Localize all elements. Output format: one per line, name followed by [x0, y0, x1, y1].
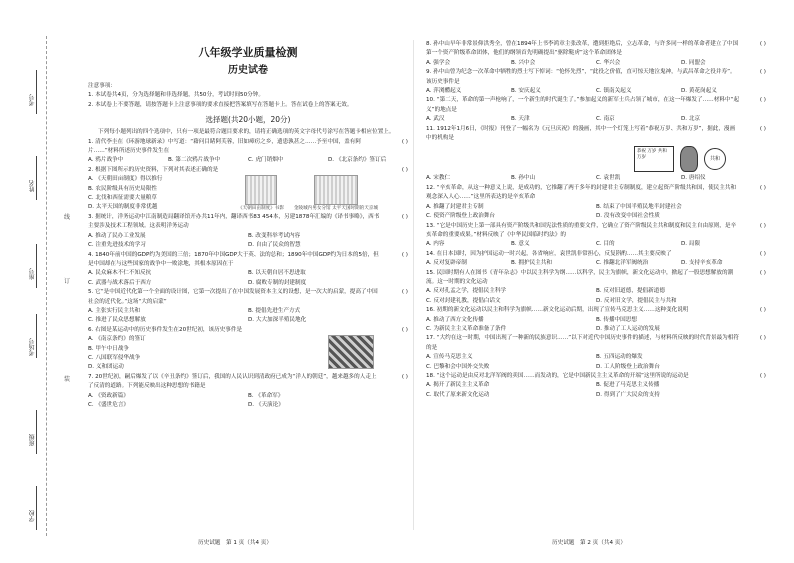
- option: B. 第二次鸦片战争中: [168, 157, 221, 164]
- option: A. 强学会: [426, 59, 451, 66]
- option: D. 反对旧文学，提倡民主与共和: [596, 297, 677, 304]
- option: A. 推动了西方文化传播: [426, 316, 484, 323]
- figure-tianjing: [290, 175, 382, 212]
- option: C. 北伐和西征需要大量粮草: [88, 195, 157, 202]
- question-stem: 10. “第二天，革命的第一声枪响了，一个新生的时代诞生了。”参加起义的新军士兵占领了城市，在这一年爆发了……材料中“起义”的地点是: [426, 97, 740, 113]
- option-list: [426, 381, 766, 400]
- answer-paren: ( ): [759, 250, 766, 257]
- option-column: [88, 175, 238, 213]
- question-stem: 4. 1840年前中国的GDP约为美国的三倍；1870年中国GDP大于英、法的总和；1890年中国GDP约为日本的5倍，但是中国却在与这些国家的战争中一败涂地，其根本原因在于: [88, 251, 379, 267]
- section-instruction: 下列每小题列出的四个选项中，只有一项是最符合题目要求的，请将正确选项的英文字母代号涂写在答题卡相应位置上。: [98, 129, 395, 136]
- option: D. 局限: [681, 241, 701, 248]
- option: D. 没有改变中国社会性质: [596, 213, 660, 220]
- margin-line: [36, 70, 37, 114]
- option-list: [426, 87, 766, 96]
- option: B. 意义: [511, 241, 530, 248]
- option: D. 支持辛亥革命: [681, 260, 723, 267]
- question-stem: 6. 右图是某运动中的历史事件发生在20世纪初，该历史事件是: [88, 326, 243, 333]
- page-footer-left: 历史试题 第 1 页（共4 页）: [198, 540, 272, 546]
- option: A. 武汉: [426, 116, 445, 123]
- option: D. 推动了工人运动的发展: [596, 325, 660, 332]
- option: D. 自由了民众的智慧: [248, 242, 301, 249]
- option-list: [426, 203, 766, 222]
- question-15: [426, 269, 766, 307]
- question-stem: 5. 它“是中国近代化第一个全面的设计图，它第一次提出了在中国发展资本主义的设想，是一次大的启蒙，提高了中国社会的近代化。”这场“大的启蒙”: [88, 289, 378, 305]
- option: C. 八国联军侵华战争: [88, 354, 141, 361]
- option-list: [88, 307, 408, 326]
- option: A. 揭开了新民主主义革命: [426, 382, 490, 389]
- option: C. 取代了原来新文化运动: [426, 391, 490, 398]
- question-stem: 16. 初期的新文化运动以民主和科学为旗帜……新文化运动后期，出现了宣传马克思主义……这种变化说明: [426, 307, 689, 314]
- option: C. 使资产阶级登上政治舞台: [426, 213, 495, 220]
- option: D. 得到了广大民众的支持: [596, 391, 660, 398]
- question-10: [426, 96, 766, 124]
- option: B. 甲午中日战争: [88, 345, 129, 352]
- option: D. 工人阶级登上政治舞台: [596, 363, 660, 370]
- option: D. 义和团运动: [88, 364, 124, 371]
- answer-paren: ( ): [401, 289, 408, 296]
- option: B. 五四运动的爆发: [596, 354, 643, 361]
- option: D. 《天演论》: [248, 402, 284, 408]
- option: A. 主张实行民主共和: [88, 307, 141, 314]
- option: B. 促进了马克思主义传播: [596, 382, 660, 389]
- option: C. 虎门销烟中: [248, 157, 284, 164]
- option: B. 兴中会: [511, 59, 536, 66]
- answer-paren: ( ): [759, 269, 766, 276]
- cut-mark: 线: [64, 214, 71, 221]
- option: C. 推进了民众思想解放: [88, 317, 146, 324]
- option: B. 孙中山: [511, 175, 536, 182]
- option: C. 《盛世危言》: [88, 402, 130, 408]
- option: A. 鸦片战争中: [88, 157, 124, 164]
- option-list: [426, 316, 766, 335]
- answer-paren: ( ): [401, 251, 408, 258]
- option: A. 宣传马克思主义: [426, 354, 473, 361]
- question-17: [426, 334, 766, 372]
- answer-paren: ( ): [759, 373, 766, 379]
- option: A. 内容: [426, 241, 445, 248]
- option: D. 唐绍仪: [681, 175, 706, 182]
- question-stem: 13. “它是中国历史上第一部具有资产阶级共和国宪法性质的重要文件，它确立了资产阶级民主共和制度和民主自由原则，是辛亥革命的重要成果。”材料反映了《中华民国临时约法》的: [426, 222, 737, 238]
- option: C. 目的: [596, 241, 615, 248]
- question-8: [426, 40, 766, 68]
- option: D. 太平天国的制度非常优越: [88, 204, 158, 211]
- question-16: [426, 306, 766, 334]
- answer-paren: ( ): [759, 97, 766, 104]
- option: B. 传播中国思想: [596, 316, 637, 323]
- option-list: [426, 259, 766, 268]
- option: B. 安庆起义: [511, 88, 541, 95]
- option: D. 黄花岗起义: [681, 88, 717, 95]
- option-list: [88, 156, 408, 165]
- option: A. 《资政新篇》: [88, 392, 129, 399]
- option: B. 拥护民主共和: [511, 260, 552, 267]
- option-list: [426, 353, 766, 372]
- margin-label-room: 考场号: [29, 338, 36, 356]
- option: C. 注重先进技术的学习: [88, 242, 146, 249]
- question-6: [88, 326, 408, 373]
- margin-line: [36, 410, 37, 454]
- section-title: 选择题(共20小题，20分): [205, 115, 291, 125]
- margin-line: [36, 244, 37, 288]
- option: B. 结束了中国半殖民地半封建社会: [596, 203, 682, 210]
- question-stem: 1. 清代李圭在《环游地球新录》中写道：“藉问目睹阿芙蓉，旧如瘴疠之乡，遗患孰甚之……予至中国，盖有阿片……”材料所述历史事件发生在: [88, 138, 361, 155]
- option: B. 以天朝自居不思进取: [248, 270, 306, 277]
- option: D. 北京: [681, 116, 701, 123]
- option: A. 萍浏醴起义: [426, 88, 462, 95]
- margin-label-seat: 座号: [29, 268, 36, 280]
- option: B. 天津: [511, 116, 530, 123]
- option: C. 反对封建礼教，提倡白话文: [426, 297, 501, 304]
- question-2-body: [88, 175, 408, 213]
- option: A. 推翻了封建君主专制: [426, 203, 484, 210]
- cartoon-image: [328, 335, 374, 369]
- lantern-scroll-image: 恭祝 万岁 共和 万岁: [634, 146, 674, 172]
- left-column: [88, 40, 408, 410]
- option-column: [88, 335, 328, 373]
- lantern-image: [680, 146, 698, 172]
- cut-line: [46, 36, 47, 536]
- right-column: [426, 40, 766, 400]
- question-6-body: [88, 335, 408, 373]
- option: C. 推翻北洋军阀统治: [596, 260, 649, 267]
- option: B. 农民阶级具有历史局限性: [88, 185, 157, 192]
- book-image: [245, 175, 277, 205]
- question-stem: 17. “大约在这一时期，中国出现了一种新的民族意识……”以下对近代中国历史事件的描述，与材料所反映的时代背景最为相符的是: [426, 335, 739, 351]
- margin-line: [36, 156, 37, 200]
- option: B. 反对旧道德，提倡新道德: [596, 288, 665, 295]
- answer-paren: ( ): [401, 326, 408, 333]
- option-list: [88, 392, 408, 411]
- notes-heading: 注意事项：: [88, 83, 116, 89]
- option: A. 反对复辟帝制: [426, 260, 467, 267]
- question-2: [88, 166, 408, 213]
- cut-mark: 装: [64, 376, 71, 383]
- option: D. 同盟会: [681, 59, 706, 66]
- option: C. 镇南关起义: [596, 88, 632, 95]
- question-stem: 15. 民国时期有人在图书《青年杂志》中以民主科学为纲……以科学，民主为旗帜，新文化运动中，掀起了一股思想解放的潮流。这一时期的文化运动: [426, 269, 734, 285]
- answer-paren: ( ): [401, 166, 408, 173]
- option: A. 推动了民办工业发展: [88, 232, 146, 239]
- question-14: [426, 250, 766, 269]
- option: A. 《南京条约》的签订: [88, 336, 146, 343]
- question-stem: 9. 孙中山曾为纪念一次革命中牺牲的烈士写下悼词：“怆怀先烈”，“此役之价值，直可惊天地泣鬼神，与武昌革命之役并寿”。该历史事件是: [426, 69, 736, 85]
- coin-image: 共和: [704, 148, 726, 170]
- column-divider: [413, 40, 414, 530]
- document-image: [314, 175, 358, 205]
- question-13: [426, 222, 766, 250]
- question-stem: 8. 孙中山早年非常景仰洪秀全，曾在1894年上书李鸿章主张改革，遭到拒绝后，立志革命，与许多同一样的革命者建立了中国第一个资产阶级革命团体，他们的纲领首先明确提出“驱除鞑虏”这个革命团体是: [426, 41, 739, 57]
- option-list: [426, 287, 766, 306]
- margin-line: [36, 314, 37, 358]
- note-item: 1. 本试卷共4页，分为选择题和非选择题，共50分，考试时间50分钟。: [88, 92, 264, 99]
- answer-paren: ( ): [401, 373, 408, 380]
- binding-margin: [0, 0, 88, 563]
- question-stem: 12. “辛亥革命，从这一种意义上说，是成功的，它推翻了两千多年的封建君主专制制度，建立起资产阶级共和国，使民主共和观念深入人心……”这里所表达的是辛亥革命: [426, 184, 737, 201]
- margin-label-school: 学校: [29, 510, 36, 522]
- question-stem: 2. 根据下图所示的历史资料，下列对其表述正确的是: [88, 166, 219, 173]
- margin-label-name: 姓名: [29, 180, 36, 192]
- answer-paren: ( ): [759, 184, 766, 191]
- cut-mark: 订: [64, 278, 71, 285]
- question-stem: 3. 据统计，洋务运动中江南制造局翻译馆开办共11年内，翻译西书83 454本，另建1878年汇编的《译书事略》，西书主要涉及技术工程领域。这表明洋务运动: [88, 213, 380, 230]
- option: A. 《天朝田亩制度》得以推行: [88, 176, 163, 183]
- option: D. 《北京条约》签订后: [328, 157, 387, 164]
- option-list: [88, 232, 408, 251]
- option: D. 腐败专制的封建制度: [248, 279, 307, 286]
- option: C. 巴黎和会中国外交失败: [426, 363, 490, 370]
- option: C. 袁世凯: [596, 175, 621, 182]
- answer-paren: ( ): [759, 125, 766, 132]
- question-11-figures: [426, 143, 766, 174]
- question-stem: 11. 1912年1月6日，《时报》刊登了一幅名为《元旦庆祝》的漫画，其中一个灯笼上写着“恭祝万岁、共和万岁”，据此，漫画中的机构是: [426, 125, 736, 142]
- answer-paren: ( ): [401, 213, 408, 220]
- figure-tiantian-book: [238, 175, 284, 212]
- option: B. 《革命军》: [248, 392, 284, 399]
- question-18: [426, 372, 766, 400]
- answer-paren: ( ): [759, 41, 766, 47]
- question-3: [88, 213, 408, 251]
- option: C. 南京: [596, 116, 615, 123]
- question-11: [426, 125, 766, 184]
- note-item: 2. 本试卷上不要答题，请按答题卡上注意事项的要求直接把答案填写在答题卡上。答在试卷上的答案无效。: [88, 101, 353, 108]
- option-list: [426, 240, 766, 249]
- question-stem: 7. 20世纪初，嗣后爆发了以《辛丑条约》签订后，我国的人民认识到清政府已成为“洋人的朝廷”，越来越多的人走上了反清的道路。下列能反映出这种思想的书籍是: [88, 373, 377, 390]
- margin-label-class: 班级: [29, 434, 36, 446]
- option-list: [88, 269, 408, 288]
- question-12: [426, 184, 766, 222]
- option: A. 反对孔孟之学，提倡民主科学: [426, 288, 507, 295]
- margin-line: [36, 486, 37, 530]
- option: D. 大大加深半殖民地化: [248, 317, 307, 324]
- answer-paren: ( ): [759, 335, 766, 342]
- option: C. 武器与战术落后于西方: [88, 279, 152, 286]
- figure-caption: 《天朝田亩制度》书影: [238, 206, 284, 212]
- question-4: [88, 251, 408, 289]
- margin-label-exam-number: 考号: [29, 94, 36, 106]
- option: A. 民众麻木不仁不知反抗: [88, 270, 152, 277]
- option: C. 华兴会: [596, 59, 621, 66]
- option: B. 提倡先进生产方式: [248, 307, 301, 314]
- option-list: [426, 115, 766, 124]
- answer-paren: ( ): [759, 222, 766, 229]
- exam-title: 八年级学业质量检测: [198, 46, 298, 59]
- question-5: [88, 288, 408, 326]
- question-7: [88, 373, 408, 411]
- answer-paren: ( ): [759, 307, 766, 314]
- question-stem: 14. 在日本国时，因为护国运动一时兴起，各省响应，袁世凯非常担心，反复斟酌……其主要反映了: [426, 250, 672, 257]
- option-list: [426, 59, 766, 68]
- option: B. 改变科举考试内容: [248, 232, 301, 239]
- option: A. 宋教仁: [426, 175, 451, 182]
- page-footer-right: 历史试题 第 2 页（共4 页）: [552, 540, 626, 546]
- question-stem: 18. “这个运动是由反对北洋军阀的卖国……而发动的，它是中国新民主主义革命的开端”这里所说的运动是: [426, 373, 689, 379]
- answer-paren: ( ): [759, 69, 766, 76]
- answer-paren: ( ): [401, 138, 408, 145]
- question-9: [426, 68, 766, 96]
- option-list: [426, 174, 766, 183]
- exam-subtitle: 历史试卷: [228, 65, 268, 76]
- figure-caption: 金陵城内男女分馆 太平天国时期的天京城: [293, 206, 379, 212]
- question-1: [88, 138, 408, 166]
- option: C. 为新民主主义革命准备了条件: [426, 325, 507, 332]
